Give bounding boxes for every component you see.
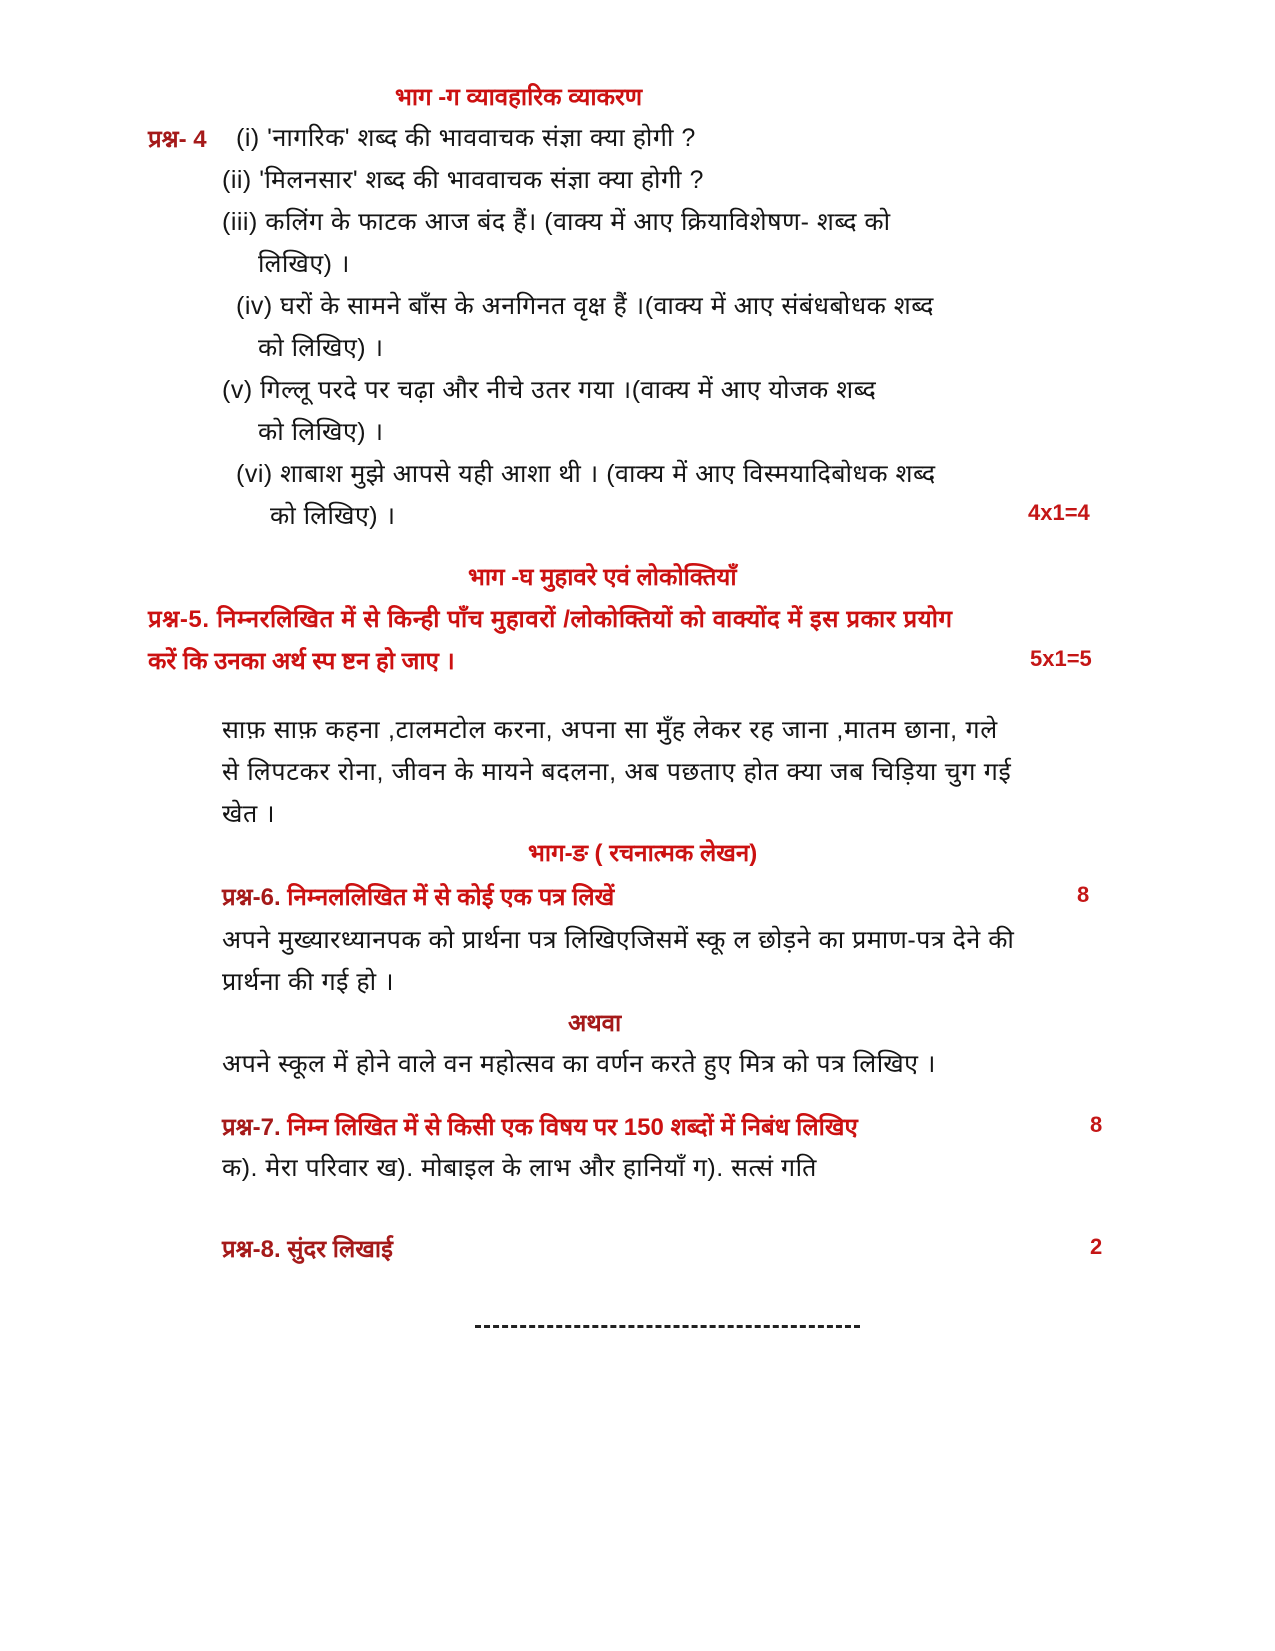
idioms-line-1: साफ़ साफ़ कहना ,टालमटोल करना, अपना सा मुँह लेकर रह जाना ,मातम छाना, गले (222, 716, 998, 744)
item-text: गिल्लू परदे पर चढ़ा और नीचे उतर गया ।(वाक्य में आए योजक शब्द (260, 376, 877, 404)
q6-marks: 8 (1077, 882, 1090, 907)
item-text: 'नागरिक' शब्द की भाववाचक संज्ञा क्या होगी ? (267, 124, 696, 152)
q8-marks: 2 (1090, 1234, 1103, 1259)
q4-label: प्रश्न- 4 (148, 126, 207, 153)
item-number: (v) (222, 376, 253, 404)
q7-prefix: प्रश्न-7. (222, 1114, 281, 1141)
q8-label: प्रश्न-8. सुंदर लिखाई (222, 1236, 393, 1263)
end-divider (475, 1325, 860, 1328)
item-text: 'मिलनसार' शब्द की भाववाचक संज्ञा क्या होगी ? (259, 166, 704, 194)
section-g-heading: भाग -ग व्यावहारिक व्याकरण (395, 84, 643, 111)
item-number: (iv) (236, 292, 273, 320)
q7-text: निम्न लिखित में से किसी एक विषय पर 150 शब्दों में निबंध लिखिए (280, 1114, 858, 1141)
q4-item-1 (236, 120, 696, 154)
section-ng-heading: भाग-ङ ( रचनात्मक लेखन) (528, 840, 758, 867)
letter-2: अपने स्कूल में होने वाले वन महोत्सव का वर्णन करते हुए मित्र को पत्र लिखिए । (222, 1050, 936, 1078)
item-number: (i) (236, 124, 260, 152)
item-text: शाबाश मुझे आपसे यही आशा थी । (वाक्य में आए विस्मयादिबोधक शब्द (280, 460, 936, 488)
letter-1-line-1: अपने मुख्यारध्यानपक को प्रार्थना पत्र लिखिएजिसमें स्कू ल छोड़ने का प्रमाण-पत्र देने की (222, 926, 1015, 954)
q6-text: निम्नललिखित में से कोई एक पत्र लिखें (280, 884, 615, 911)
letter-1-line-2: प्रार्थना की गई हो । (222, 968, 395, 996)
item-text: कलिंग के फाटक आज बंद हैं। (वाक्य में आए क्रियाविशेषण- शब्द को (265, 208, 891, 236)
q4-item-5-cont: को लिखिए) । (258, 418, 384, 446)
q4-item-6 (236, 456, 936, 490)
q5-marks: 5x1=5 (1030, 646, 1092, 671)
q4-item-5 (222, 372, 876, 406)
q4-item-4 (236, 288, 934, 322)
idioms-line-2: से लिपटकर रोना, जीवन के मायने बदलना, अब पछताए होत क्या जब चिड़िया चुग गई (222, 758, 1012, 786)
q4-item-6-cont: को लिखिए) । (270, 502, 396, 530)
section-gh-heading: भाग -घ मुहावरे एवं लोकोक्तियाँ (468, 564, 737, 591)
q4-item-2 (222, 162, 704, 196)
q7-heading (222, 1110, 858, 1143)
item-number: (vi) (236, 460, 273, 488)
item-number: (iii) (222, 208, 258, 236)
q4-item-3 (222, 204, 891, 238)
q7-marks: 8 (1090, 1112, 1103, 1137)
q4-marks: 4x1=4 (1028, 500, 1090, 525)
or-label: अथवा (568, 1010, 622, 1037)
q7-topics: क). मेरा परिवार ख). मोबाइल के लाभ और हानियाँ ग). सत्सं गति (222, 1154, 817, 1182)
q4-item-4-cont: को लिखिए) । (258, 334, 384, 362)
q5-line-1: प्रश्न-5. निम्नरलिखित में से किन्ही पाँच मुहावरों /लोकोक्तियों को वाक्योंद में इस प्रकार प्रयोग (148, 606, 953, 633)
q4-item-3-cont: लिखिए) । (258, 250, 350, 278)
q5-line-2: करें कि उनका अर्थ स्प ष्टन हो जाए । (148, 648, 455, 675)
idioms-line-3: खेत । (222, 800, 276, 828)
item-number: (ii) (222, 166, 252, 194)
q6-heading (222, 880, 614, 913)
q6-prefix: प्रश्न-6. (222, 884, 281, 911)
item-text: घरों के सामने बाँस के अनगिनत वृक्ष हैं ।(वाक्य में आए संबंधबोधक शब्द (280, 292, 934, 320)
